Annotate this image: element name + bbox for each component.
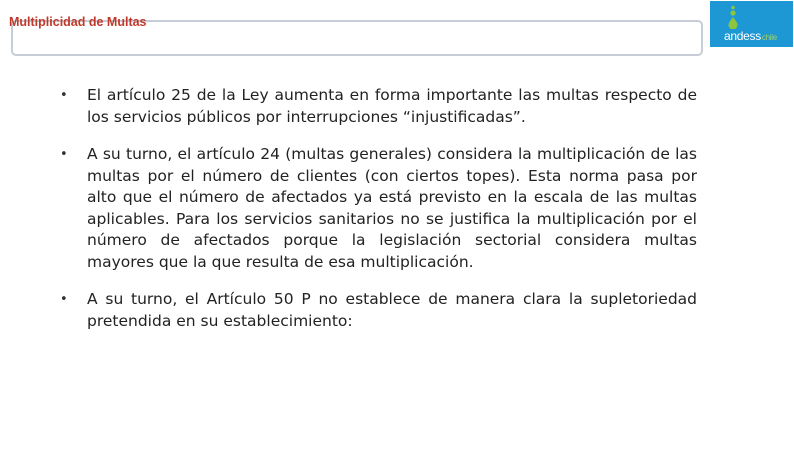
andess-logo xyxy=(710,1,793,47)
slide-title: Multiplicidad de Multas xyxy=(9,15,147,29)
bullet-text: A su turno, el artículo 24 (multas generales) considera la multiplicación de las multas por el número de clientes (con ciertos topes). Esta norma pasa por alto que el número de afectados ya está previsto en la escala de las multas aplicables. Para los servicios sanitarios no se justifica la multiplicación por el número de afectados porque la legislación sectorial considera multas mayores que la que resulta de esa multiplicación. xyxy=(87,145,697,271)
bullet-text: El artículo 25 de la Ley aumenta en forma importante las multas respecto de los servicios públicos por interrupciones “injustificadas”. xyxy=(87,86,697,126)
water-drop-icon xyxy=(726,5,740,29)
logo-brand: andess xyxy=(724,29,761,43)
bullet-item xyxy=(60,289,697,332)
bullet-marker: • xyxy=(60,292,68,307)
logo-suffix: chile xyxy=(761,33,777,42)
bullet-list xyxy=(60,85,697,348)
bullet-marker: • xyxy=(60,147,68,162)
bullet-marker: • xyxy=(60,88,68,103)
bullet-item xyxy=(60,144,697,273)
bullet-text: A su turno, el Artículo 50 P no establece de manera clara la supletoriedad pretendida en su establecimiento: xyxy=(87,290,697,330)
logo-wordmark xyxy=(724,29,777,43)
bullet-item xyxy=(60,85,697,128)
